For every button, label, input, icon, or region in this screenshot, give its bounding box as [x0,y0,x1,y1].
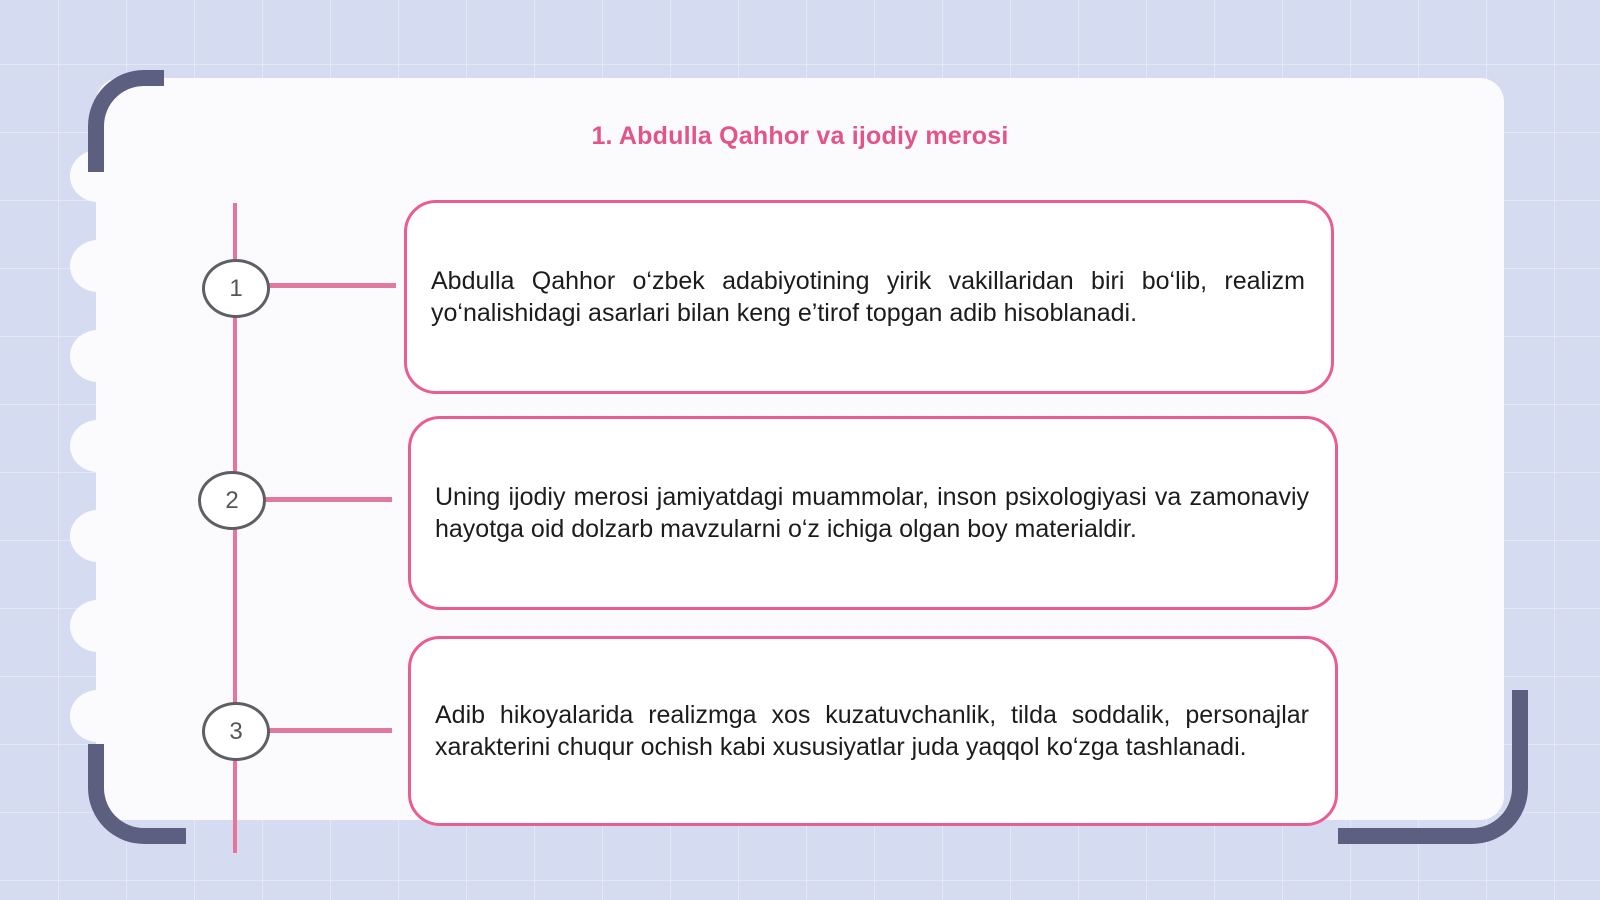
card-text: Abdulla Qahhor o‘zbek adabiyotining yirik vakillaridan biri bo‘lib, realizm yo‘nalishidagi asarlari bilan keng e’tirof topgan adib hisoblanadi. [431,267,1305,327]
corner-bracket-top-left [88,70,164,172]
timeline-connector [266,728,392,733]
timeline-card-2 [408,416,1338,610]
paper-scallop [70,510,126,562]
timeline-step-1: 1 [202,259,270,318]
card-text: Uning ijodiy merosi jamiyatdagi muammolar, inson psixologiyasi va zamonaviy hayotga oid dolzarb mavzularni o‘z ichiga olgan boy materialdir. [435,483,1309,543]
timeline-step-3: 3 [202,702,270,761]
paper-scallop [70,240,126,292]
timeline-card-3 [408,636,1338,826]
paper-scallop [70,600,126,652]
paper-scallop [70,420,126,472]
timeline-connector [262,497,392,502]
card-text: Adib hikoyalarida realizmga xos kuzatuvchanlik, tilda soddalik, personajlar xarakterini chuqur ochish kabi xususiyatlar juda yaqqol ko‘zga tashlanadi. [435,701,1309,761]
paper-scallop [70,690,126,742]
slide-title: 1. Abdulla Qahhor va ijodiy merosi [591,122,1009,150]
corner-bracket-bottom-right [1338,690,1528,844]
timeline-step-2: 2 [198,471,266,530]
paper-scallop [70,330,126,382]
timeline-connector [266,283,396,288]
corner-bracket-bottom-left [88,744,186,844]
timeline-card-1 [404,200,1334,394]
